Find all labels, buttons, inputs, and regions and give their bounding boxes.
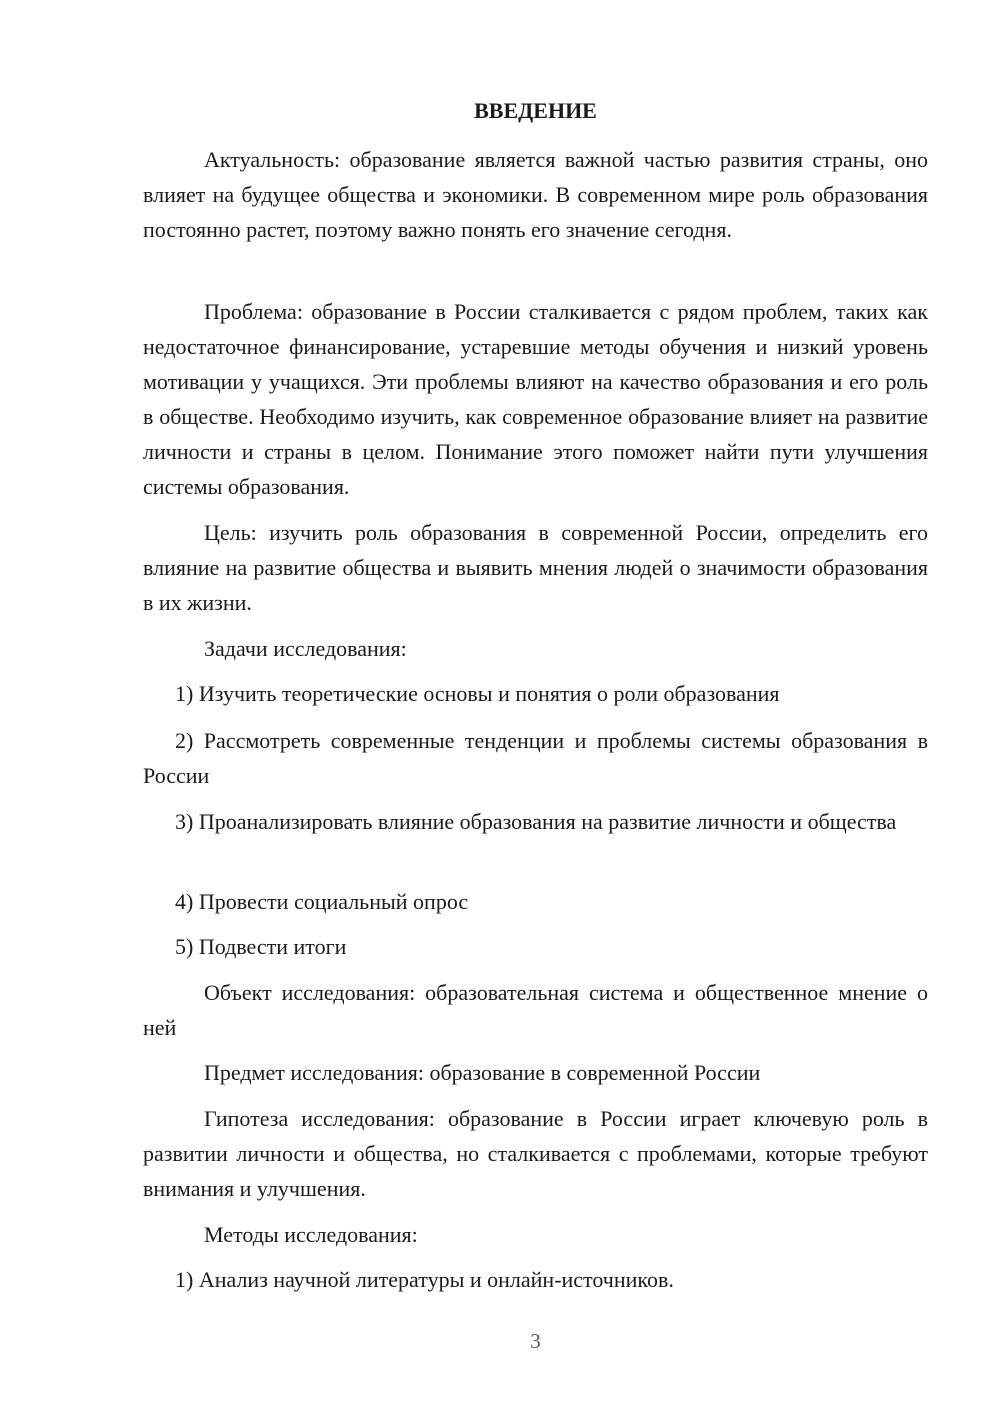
list-item-task-4: 4) Провести социальный опрос bbox=[175, 889, 469, 914]
paragraph-goal: Цель: изучить роль образования в современной России, определить его влияние на развитие общества и выявить мнения людей о значимости образования в их жизни. bbox=[143, 520, 928, 615]
paragraph-hypothesis: Гипотеза исследования: образование в России играет ключевую роль в развитии личности и общества, но сталкивается с проблемами, которые требуют внимания и улучшения. bbox=[143, 1106, 928, 1201]
paragraph-relevance: Актуальность: образование является важной частью развития страны, оно влияет на будущее общества и экономики. В современном мире роль образования постоянно растет, поэтому важно понять его значение сегодня. bbox=[143, 147, 928, 242]
list-item-task-1: 1) Изучить теоретические основы и понятия о роли образования bbox=[175, 681, 780, 706]
list-item-task-3: 3) Проанализировать влияние образования на развитие личности и общества bbox=[175, 809, 897, 834]
paragraph-object: Объект исследования: образовательная система и общественное мнение о ней bbox=[143, 980, 928, 1040]
paragraph-tasks-title: Задачи исследования: bbox=[204, 636, 407, 661]
list-item-task-2: 2) Рассмотреть современные тенденции и проблемы системы образования в России bbox=[143, 728, 928, 788]
paragraph-methods-title: Методы исследования: bbox=[204, 1222, 418, 1247]
list-item-task-5: 5) Подвести итоги bbox=[175, 934, 347, 959]
paragraph-problem: Проблема: образование в России сталкивается с рядом проблем, таких как недостаточное финансирование, устаревшие методы обучения и низкий уровень мотивации у учащихся. Эти проблемы влияют на качество образования и его роль в обществе. Необходимо изучить, как современное образование влияет на развитие личности и страны в целом. Понимание этого поможет найти пути улучшения системы образования. bbox=[143, 299, 928, 499]
section-heading: ВВЕДЕНИЕ bbox=[474, 98, 597, 123]
page-number: 3 bbox=[530, 1329, 541, 1353]
list-item-method-1: 1) Анализ научной литературы и онлайн-источников. bbox=[175, 1267, 674, 1292]
paragraph-subject: Предмет исследования: образование в современной России bbox=[204, 1060, 761, 1085]
